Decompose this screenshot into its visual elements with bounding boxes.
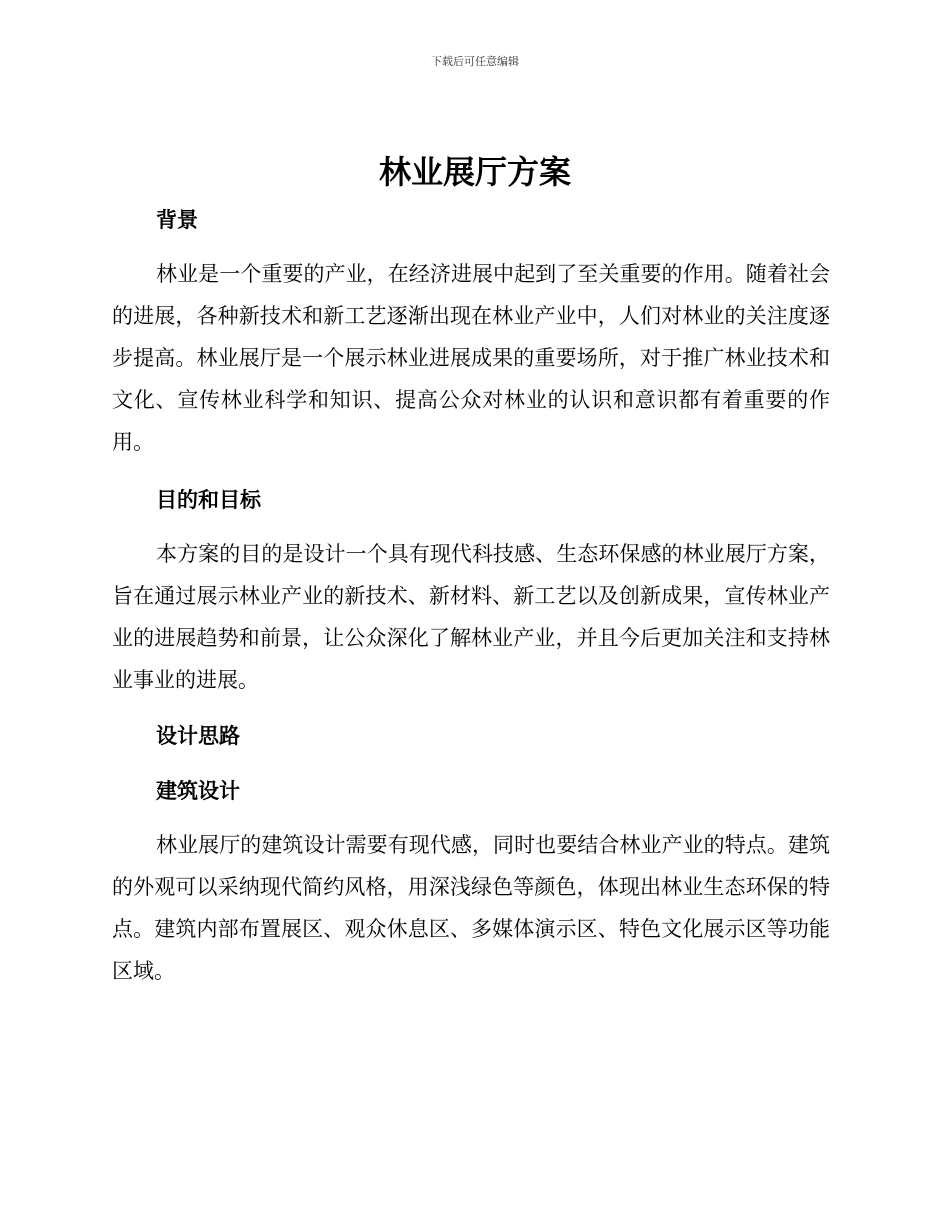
section-heading-design-approach: 设计思路 [156, 724, 240, 748]
section-heading-background: 背景 [156, 208, 198, 232]
page-header-note: 下载后可任意编辑 [431, 55, 519, 68]
section-paragraph-background: 林业是一个重要的产业，在经济进展中起到了至关重要的作用。随着社会的进展，各种新技术和新工艺逐渐出现在林业产业中，人们对林业的关注度逐步提高。林业展厅是一个展示林业进展成果的重要场所，对于推广林业技术和文化、宣传林业科学和知识、提高公众对林业的认识和意识都有着重要的作用。 [112, 262, 830, 454]
section-heading-goals: 目的和目标 [156, 488, 261, 512]
document-title: 林业展厅方案 [378, 153, 571, 191]
section-heading-architecture: 建筑设计 [156, 779, 240, 803]
section-paragraph-architecture: 林业展厅的建筑设计需要有现代感，同时也要结合林业产业的特点。建筑的外观可以采纳现代简约风格，用深浅绿色等颜色，体现出林业生态环保的特点。建筑内部布置展区、观众休息区、多媒体演示区、特色文化展示区等功能区域。 [112, 833, 830, 983]
section-paragraph-goals: 本方案的目的是设计一个具有现代科技感、生态环保感的林业展厅方案，旨在通过展示林业产业的新技术、新材料、新工艺以及创新成果，宣传林业产业的进展趋势和前景，让公众深化了解林业产业，并且今后更加关注和支持林业事业的进展。 [112, 542, 830, 692]
